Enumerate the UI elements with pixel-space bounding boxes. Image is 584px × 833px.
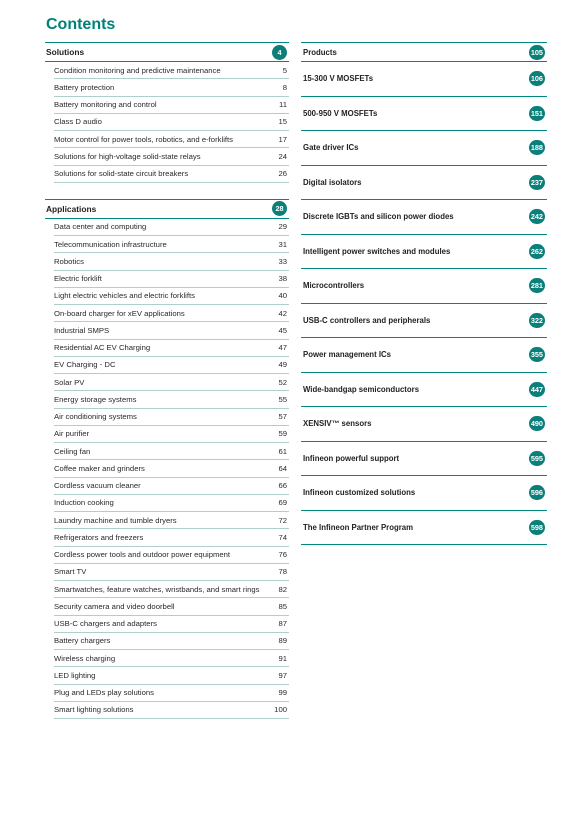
toc-entry[interactable] [54,236,289,253]
page-badge: 281 [529,278,545,293]
page-number: 89 [278,636,287,646]
toc-entry[interactable] [54,616,289,633]
product-entry[interactable] [301,200,547,235]
toc-entry[interactable] [54,62,289,79]
entry-label: LED lighting [54,670,96,680]
entry-label: The Infineon Partner Program [303,522,414,532]
page-number: 11 [279,100,287,110]
toc-entry[interactable] [54,529,289,546]
toc-entry[interactable] [54,547,289,564]
toc-entry[interactable] [54,633,289,650]
toc-entry[interactable] [54,219,289,236]
toc-left-column [45,42,289,719]
page-badge: 322 [529,313,545,328]
entry-label: Coffee maker and grinders [54,463,145,473]
entry-label: Plug and LEDs play solutions [54,688,154,698]
product-entry[interactable] [301,476,547,511]
entry-label: Wireless charging [54,653,116,663]
page-number: 100 [274,705,287,715]
product-entry[interactable] [301,235,547,270]
page-badge: 447 [529,382,545,397]
entry-label: Condition monitoring and predictive maintenance [54,65,221,75]
toc-entry[interactable] [54,79,289,96]
entry-label: XENSIV™ sensors [303,419,372,429]
page-number: 66 [278,481,287,491]
page-number: 74 [278,532,287,542]
page-number: 24 [278,151,287,161]
page-number: 76 [278,550,287,560]
page-badge: 355 [529,347,545,362]
entry-label: Telecommunication infrastructure [54,239,167,249]
toc-entry[interactable] [54,598,289,615]
entry-label: Gate driver ICs [303,143,359,153]
page-badge: 151 [529,106,545,121]
entry-label: Infineon customized solutions [303,488,416,498]
entry-label: Battery monitoring and control [54,100,157,110]
page-number: 69 [278,498,287,508]
toc-entry[interactable] [54,460,289,477]
entry-label: Residential AC EV Charging [54,343,151,353]
page-title: Contents [46,16,116,33]
entry-label: Battery chargers [54,636,111,646]
entry-label: Data center and computing [54,222,147,232]
entry-label: Cordless vacuum cleaner [54,481,141,491]
toc-entry[interactable] [54,305,289,322]
toc-entry[interactable] [54,581,289,598]
page-number: 5 [282,65,287,75]
entry-label: Wide-bandgap semiconductors [303,384,420,394]
entry-label: Discrete IGBTs and silicon power diodes [303,212,454,222]
page-number: 8 [282,82,287,92]
entry-label: EV Charging - DC [54,360,116,370]
page-number: 61 [278,446,287,456]
entry-label: On-board charger for xEV applications [54,308,185,318]
page-number: 40 [278,291,287,301]
page-number: 49 [278,360,287,370]
page-number: 91 [278,653,287,663]
toc-entry[interactable] [54,391,289,408]
toc-entry[interactable] [54,702,289,719]
page-badge: 596 [529,485,545,500]
page-badge: 237 [529,175,545,190]
toc-entry[interactable] [54,650,289,667]
entry-label: Power management ICs [303,350,391,360]
toc-entry[interactable] [54,426,289,443]
product-entry[interactable] [301,373,547,408]
toc-entry[interactable] [54,564,289,581]
page-number: 31 [278,239,287,249]
entry-label: Smart lighting solutions [54,705,134,715]
toc-entry[interactable] [54,357,289,374]
page-number: 52 [278,377,287,387]
toc-entry[interactable] [54,443,289,460]
product-entry[interactable] [301,131,547,166]
entry-label: Microcontrollers [303,281,365,291]
toc-entry[interactable] [54,131,289,148]
page-number: 97 [278,670,287,680]
product-entry[interactable] [301,269,547,304]
applications-list [45,219,289,719]
page-badge: 262 [529,244,545,259]
page-number: 33 [278,256,287,266]
page-badge: 4 [272,45,287,60]
toc-entry[interactable] [54,512,289,529]
toc-entry[interactable] [54,253,289,270]
page-number: 55 [278,394,287,404]
entry-label: Cordless power tools and outdoor power equipment [54,550,231,560]
page-number: 99 [278,688,287,698]
page-badge: 595 [529,451,545,466]
entry-label: Refrigerators and freezers [54,532,144,542]
page-number: 45 [278,325,287,335]
toc-products-column [301,42,547,545]
product-entry[interactable] [301,338,547,373]
entry-label: Battery protection [54,82,115,92]
toc-entry[interactable] [54,166,289,183]
product-entry[interactable] [301,304,547,339]
section-applications[interactable] [45,199,289,219]
entry-label: Electric forklift [54,274,102,284]
entry-label: Intelligent power switches and modules [303,246,451,256]
entry-label: Light electric vehicles and electric forklifts [54,291,195,301]
page-number: 17 [278,134,287,144]
entry-label: Digital isolators [303,177,362,187]
toc-entry[interactable] [54,322,289,339]
product-entry[interactable] [301,407,547,442]
toc-entry[interactable] [54,495,289,512]
entry-label: Motor control for power tools, robotics, and e-forklifts [54,134,234,144]
toc-entry[interactable] [54,97,289,114]
entry-label: Products [303,47,337,57]
solutions-list [45,62,289,183]
page-number: 26 [278,169,287,179]
toc-entry[interactable] [54,374,289,391]
entry-label: Class D audio [54,117,102,127]
toc-entry[interactable] [54,114,289,131]
entry-label: 15-300 V MOSFETs [303,74,374,84]
page-number: 87 [278,619,287,629]
entry-label: Air purifier [54,429,90,439]
entry-label: Solutions for high-voltage solid-state relays [54,151,201,161]
page-number: 29 [278,222,287,232]
entry-label: Robotics [54,256,84,266]
page-badge: 105 [529,45,545,60]
page-number: 57 [278,412,287,422]
section-title: Solutions [46,47,85,57]
section-spacer [45,183,289,199]
entry-label: Smartwatches, feature watches, wristbands, and smart rings [54,584,260,594]
entry-label: Air conditioning systems [54,412,137,422]
section-solutions[interactable] [45,42,289,62]
product-entry[interactable] [301,442,547,477]
page-number: 82 [278,584,287,594]
page-number: 15 [278,117,287,127]
toc-entry[interactable] [54,409,289,426]
page-badge: 490 [529,416,545,431]
entry-label: Infineon powerful support [303,453,400,463]
entry-label: Solutions for solid-state circuit breakers [54,169,189,179]
toc-entry[interactable] [54,271,289,288]
entry-label: Energy storage systems [54,394,137,404]
page-number: 38 [278,274,287,284]
toc-entry[interactable] [54,340,289,357]
entry-label: USB-C chargers and adapters [54,619,157,629]
page-badge: 106 [529,71,545,86]
section-title: Applications [46,203,97,214]
page-badge: 242 [529,209,545,224]
toc-entry[interactable] [54,288,289,305]
page-badge: 598 [529,520,545,535]
entry-label: Ceiling fan [54,446,91,456]
toc-entry[interactable] [54,667,289,684]
entry-label: Induction cooking [54,498,114,508]
product-entry[interactable] [301,511,547,546]
entry-label: Security camera and video doorbell [54,601,175,611]
entry-label: Smart TV [54,567,87,577]
product-entry[interactable] [301,166,547,201]
toc-entry[interactable] [54,685,289,702]
page-number: 85 [278,601,287,611]
product-entry[interactable] [301,97,547,132]
page-number: 42 [278,308,287,318]
page-number: 72 [278,515,287,525]
entry-label: Laundry machine and tumble dryers [54,515,177,525]
toc-entry[interactable] [54,148,289,165]
page-badge: 188 [529,140,545,155]
page-number: 47 [278,343,287,353]
entry-label: Solar PV [54,377,85,387]
entry-label: Industrial SMPS [54,325,110,335]
page-number: 78 [278,567,287,577]
product-entry[interactable] [301,62,547,97]
page-number: 59 [278,429,287,439]
entry-label: USB-C controllers and peripherals [303,315,431,325]
page-badge: 28 [272,201,287,216]
product-entry[interactable] [301,42,547,62]
toc-entry[interactable] [54,478,289,495]
entry-label: 500-950 V MOSFETs [303,108,378,118]
page-number: 64 [278,463,287,473]
